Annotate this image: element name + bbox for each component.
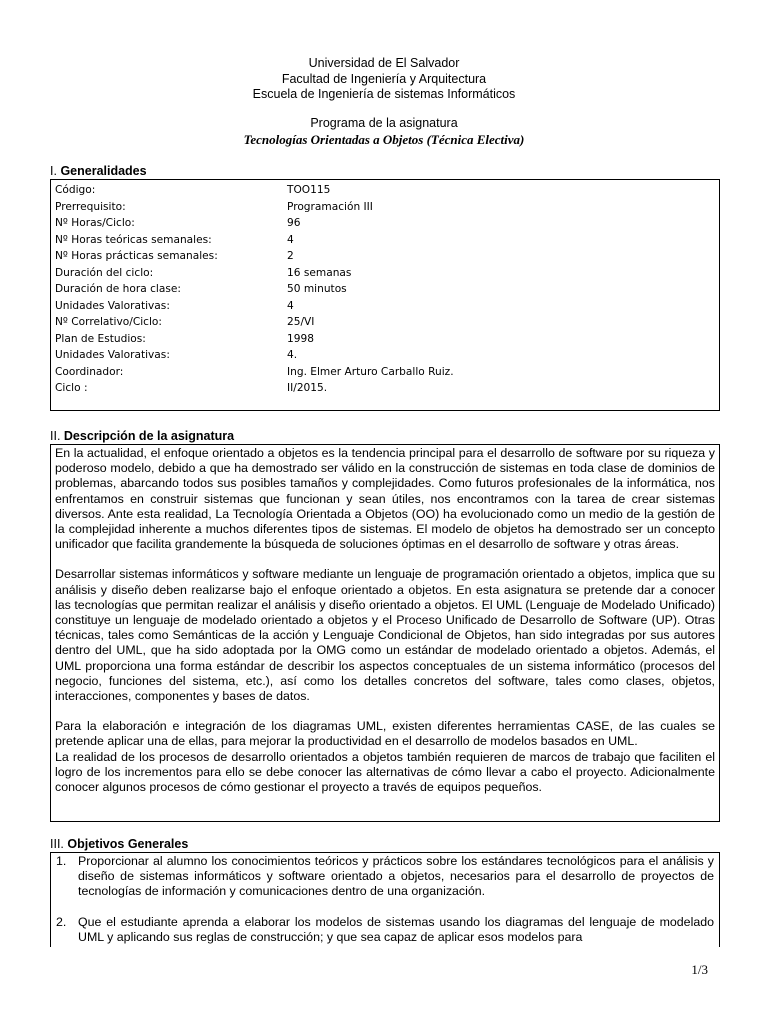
general-row <box>55 265 719 282</box>
objectives-box <box>50 852 720 947</box>
general-row-label: Nº Horas/Ciclo: <box>55 217 135 229</box>
general-row-value: 4 <box>287 299 294 312</box>
general-row-value: Ing. Elmer Arturo Carballo Ruiz. <box>287 365 454 378</box>
general-row <box>55 314 719 331</box>
general-row-label: Ciclo : <box>55 382 88 394</box>
school-name: Escuela de Ingeniería de sistemas Informáticos <box>252 87 516 101</box>
objective-text: Que el estudiante aprenda a elaborar los modelos de sistemas usando los diagramas del lenguaje de modelado UML y aplicando sus reglas de construcción; y que sea capaz de aplicar esos modelos para <box>78 914 714 944</box>
general-row <box>55 347 719 364</box>
general-row-label: Coordinador: <box>55 365 124 378</box>
general-row <box>55 331 719 348</box>
faculty-name: Facultad de Ingeniería y Arquitectura <box>281 71 487 86</box>
general-row <box>55 232 719 249</box>
general-row-value: Programación III <box>287 200 373 213</box>
description-box <box>50 444 720 822</box>
section-general-title: I. Generalidades <box>50 164 147 178</box>
general-row-value: 25/VI <box>287 316 315 328</box>
section-objectives-title: III. Objetivos Generales <box>50 837 189 851</box>
program-header <box>0 116 768 147</box>
general-row-label: Unidades Valorativas: <box>55 299 170 312</box>
description-paragraph-1: En la actualidad, el enfoque orientado a objetos es la tendencia principal para el desarrollo de software por su riqueza y poderoso modelo, debido a que ha demostrado ser válido en la construcción de sistemas en toda clase de dominios de problemas, abarcando todos sus posibles tamaños y complejidades. Como futuros profesionales de la informática, nos enfrentamos en construir sistemas que funcionan y sean útiles, nos encontramos con la tarea de crear sistemas diversos. Ante esta realidad, La Tecnología Orientada a Objetos (OO) ha evolucionado como un medio de la gestión de la complejidad inherente a muchos diferentes tipos de sistemas. El modelo de objetos ha demostrado ser un concepto unificador que facilita grandemente la búsqueda de soluciones óptimas en el desarrollo de software y otras áreas. <box>55 446 715 552</box>
course-title: Tecnologías Orientadas a Objetos (Técnica Electiva) <box>243 131 525 147</box>
description-paragraph-2: Desarrollar sistemas informáticos y software mediante un lenguaje de programación orientado a objetos, implica que su análisis y diseño deben realizarse bajo el enfoque orientado a objetos. En esta asignatura se pretende dar a conocer las tecnologías que permitan realizar el análisis y diseño orientado a objetos. El UML (Lenguaje de Modelado Unificado) constituye un lenguaje de modelado orientado a objetos y el Proceso Unificado de Desarrollo de Software (UP). Otras técnicas, tales como Semánticas de la acción y Lenguaje Condicional de Objetos, han sido integradas por sus autores dentro del UML, que ha sido adoptada por la OMG como un estándar de modelado orientado a objetos. Además, el UML proporciona una forma estándar de describir los aspectos conceptuales de un sistema informático (procesos del negocio, funciones del sistema, etc.), así como los detalles concretos del software, tales como clases, objetos, interacciones, componentes y bases de datos. <box>55 567 715 704</box>
section-description-title: II. Descripción de la asignatura <box>50 429 235 443</box>
description-paragraph-4: La realidad de los procesos de desarrollo orientados a objetos también requieren de marcos de trabajo que faciliten el logro de los incrementos para ello se debe conocer las alternativas de cómo llevar a cabo el proyecto. Adicionalmente conocer algunos procesos de cómo gestionar el proyecto a través de equipos pequeños. <box>55 749 715 795</box>
objective-number: 1. <box>56 854 67 868</box>
objective-text: Proporcionar al alumno los conocimientos teóricos y prácticos sobre los estándares tecnológicos para el análisis y diseño de sistemas informáticos y software orientado a objetos, necesarios para el desarrollo de proyectos de tecnologías de información y comunicaciones dentro de una organización. <box>78 854 714 899</box>
general-row <box>55 380 719 397</box>
general-row-value: 1998 <box>287 332 314 345</box>
general-rows <box>55 182 719 397</box>
general-row-value: TOO115 <box>287 184 331 196</box>
program-label: Programa de la asignatura <box>310 116 458 130</box>
general-row-value: 50 minutos <box>287 283 347 295</box>
general-row-label: Código: <box>55 184 96 196</box>
general-row-value: 2 <box>287 250 294 262</box>
general-row-label: Plan de Estudios: <box>55 332 146 345</box>
general-row-label: Unidades Valorativas: <box>55 349 170 361</box>
objective-item <box>56 854 714 900</box>
general-row-value: II/2015. <box>287 382 328 394</box>
page-number: 1/3 <box>691 962 708 977</box>
general-row-label: Nº Horas teóricas semanales: <box>55 233 212 246</box>
general-row-label: Duración del ciclo: <box>55 266 154 279</box>
general-row-value: 4 <box>287 233 294 246</box>
general-row-label: Duración de hora clase: <box>55 283 181 295</box>
objective-number: 2. <box>56 914 67 929</box>
description-paragraph-3: Para la elaboración e integración de los diagramas UML, existen diferentes herramientas CASE, de las cuales se pretende aplicar una de ellas, para mejorar la productividad en el desarrollo de modelos basados en UML. <box>55 719 715 749</box>
document-header <box>0 56 768 103</box>
general-row <box>55 281 719 298</box>
general-row <box>55 298 719 315</box>
objective-item <box>56 915 714 945</box>
general-row-label: Nº Correlativo/Ciclo: <box>55 316 162 328</box>
general-row-label: Nº Horas prácticas semanales: <box>55 250 218 262</box>
general-row-value: 96 <box>287 217 301 229</box>
general-row <box>55 199 719 216</box>
general-row-value: 16 semanas <box>287 266 352 279</box>
general-info-table <box>50 179 720 411</box>
general-row-label: Prerrequisito: <box>55 200 126 213</box>
general-row <box>55 215 719 232</box>
general-row <box>55 248 719 265</box>
general-row <box>55 364 719 381</box>
general-row-value: 4. <box>287 349 298 361</box>
general-row <box>55 182 719 199</box>
university-name: Universidad de El Salvador <box>308 56 460 70</box>
